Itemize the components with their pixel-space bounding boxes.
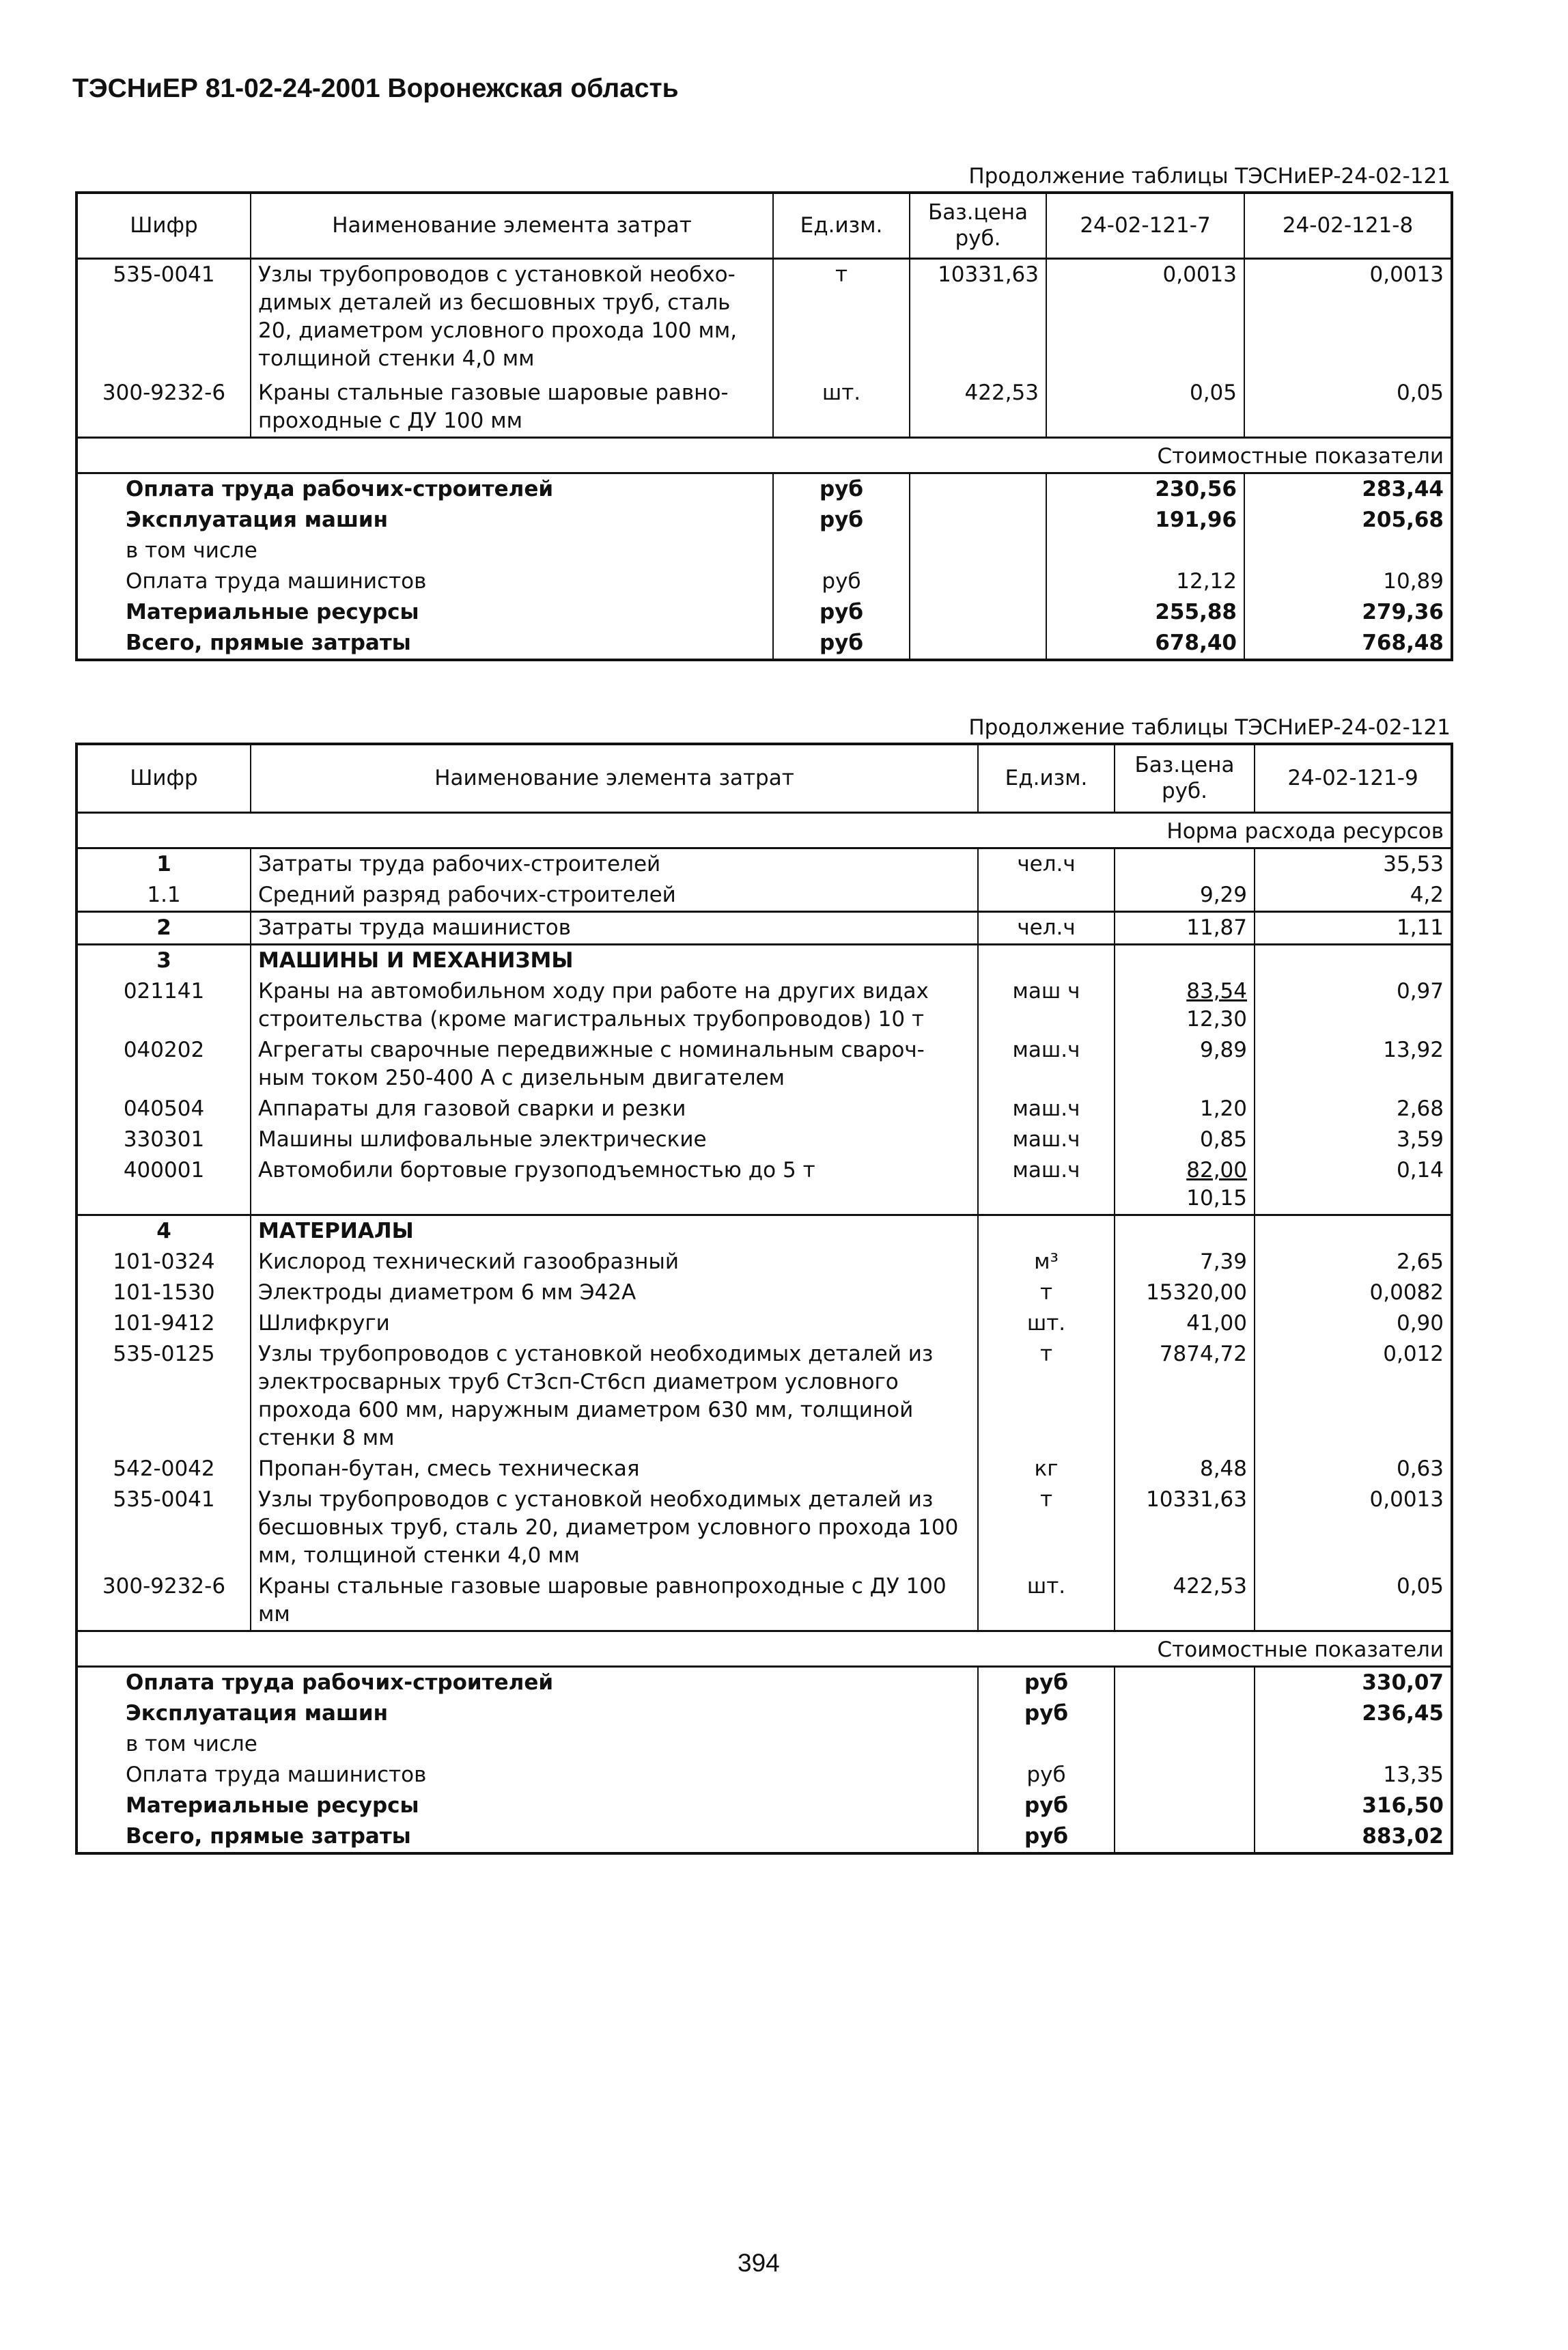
cell-unit: м³ xyxy=(978,1247,1115,1277)
summary-value: 279,36 xyxy=(1244,597,1452,628)
summary-value: 678,40 xyxy=(1046,628,1244,660)
cell-value: 13,92 xyxy=(1255,1035,1452,1094)
price-value: 11,87 xyxy=(1186,915,1247,940)
cell-code: 021141 xyxy=(123,978,205,1004)
cell-price: 422,53 xyxy=(910,378,1046,438)
cell-code: 542-0042 xyxy=(113,1456,215,1481)
table1-col-code: Шифр xyxy=(76,193,251,258)
summary-unit: руб xyxy=(978,1791,1115,1821)
table-row xyxy=(76,1094,1452,1124)
cell-unit: шт. xyxy=(773,378,910,438)
summary-value: 255,88 xyxy=(1046,597,1244,628)
price-value: 1,20 xyxy=(1199,1096,1247,1121)
summary-value: 10,89 xyxy=(1244,566,1452,597)
cell-code: 2 xyxy=(156,915,171,940)
cell-value: 0,0013 xyxy=(1046,258,1244,378)
cell-value: 0,012 xyxy=(1255,1339,1452,1454)
cell-name: Затраты труда машинистов xyxy=(251,911,978,944)
price-value: 83,54 xyxy=(1186,978,1247,1004)
cell-name: Краны стальные газовые шаровые равнопроходные с ДУ 100 мм xyxy=(251,1571,978,1631)
cell-value: 0,0013 xyxy=(1244,258,1452,378)
cell-code: 3 xyxy=(156,948,171,973)
summary-label: Всего, прямые затраты xyxy=(126,1823,411,1849)
cell-value xyxy=(1255,1215,1452,1247)
table1-col-v2: 24-02-121-8 xyxy=(1244,193,1452,258)
table-row xyxy=(76,880,1452,912)
cost-header-row xyxy=(76,438,1452,473)
summary-label: Эксплуатация машин xyxy=(126,508,389,532)
summary-unit: руб xyxy=(773,628,910,660)
summary-value: 230,56 xyxy=(1046,473,1244,506)
cell-value: 0,63 xyxy=(1255,1454,1452,1484)
summary-row xyxy=(76,1821,1452,1853)
cell-code: 4 xyxy=(156,1218,171,1243)
cell-code: 101-9412 xyxy=(113,1310,215,1336)
table1-col-unit: Ед.изм. xyxy=(773,193,910,258)
summary-value xyxy=(1255,1729,1452,1760)
document-title: ТЭСНиЕР 81-02-24-2001 Воронежская область xyxy=(72,74,679,103)
summary-row xyxy=(76,505,1452,536)
cell-price xyxy=(1115,976,1255,1035)
cell-price xyxy=(1115,1155,1255,1215)
summary-empty xyxy=(1115,1729,1255,1760)
cell-value: 1,11 xyxy=(1255,911,1452,944)
cell-code: 101-0324 xyxy=(113,1249,215,1274)
price-value: 9,89 xyxy=(1199,1037,1247,1062)
summary-value: 330,07 xyxy=(1255,1666,1452,1698)
table2-col-code: Шифр xyxy=(76,744,251,812)
cell-name: Пропан-бутан, смесь техническая xyxy=(251,1454,978,1484)
summary-unit xyxy=(773,536,910,566)
cell-unit: маш.ч xyxy=(978,1124,1115,1155)
summary-unit: руб xyxy=(773,473,910,506)
cell-name: Краны стальные газовые шаровые равно-проходные с ДУ 100 мм xyxy=(251,378,773,438)
summary-row xyxy=(76,1760,1452,1791)
table2-col-v: 24-02-121-9 xyxy=(1255,744,1452,812)
cell-name: МАТЕРИАЛЫ xyxy=(251,1215,978,1247)
cell-code: 330301 xyxy=(123,1126,205,1152)
summary-row xyxy=(76,1729,1452,1760)
summary-empty xyxy=(1115,1791,1255,1821)
cell-value: 0,90 xyxy=(1255,1308,1452,1339)
summary-empty xyxy=(910,566,1046,597)
summary-value xyxy=(1244,536,1452,566)
cell-unit: маш.ч xyxy=(978,1155,1115,1215)
table2-caption: Продолжение таблицы ТЭСНиЕР-24-02-121 xyxy=(968,715,1451,740)
summary-empty xyxy=(910,536,1046,566)
cell-name: Затраты труда рабочих-строителей xyxy=(251,848,978,880)
cell-name: Средний разряд рабочих-строителей xyxy=(251,880,978,912)
cell-unit: шт. xyxy=(978,1571,1115,1631)
cell-name: Агрегаты сварочные передвижные с номинальным свароч-ным током 250-400 А с дизельным двигателем xyxy=(251,1035,978,1094)
summary-value: 191,96 xyxy=(1046,505,1244,536)
cell-name: Шлифкруги xyxy=(251,1308,978,1339)
cell-unit: маш.ч xyxy=(978,1094,1115,1124)
cell-code: 535-0125 xyxy=(113,1341,215,1366)
cell-code: 1.1 xyxy=(147,882,181,907)
price-value: 0,85 xyxy=(1199,1126,1247,1152)
price-value: 9,29 xyxy=(1199,882,1247,907)
price-value: 41,00 xyxy=(1186,1310,1247,1336)
table-row xyxy=(76,1308,1452,1339)
table-row xyxy=(76,1571,1452,1631)
price-value: 15320,00 xyxy=(1146,1280,1247,1305)
cell-unit: чел.ч xyxy=(978,911,1115,944)
summary-row xyxy=(76,1698,1452,1729)
table-row xyxy=(76,944,1452,976)
cell-unit xyxy=(978,944,1115,976)
table1-col-v1: 24-02-121-7 xyxy=(1046,193,1244,258)
table-row xyxy=(76,1247,1452,1277)
table1-col-price: Баз.цена руб. xyxy=(910,193,1046,258)
table1-caption: Продолжение таблицы ТЭСНиЕР-24-02-121 xyxy=(968,164,1451,189)
cell-code: 300-9232-6 xyxy=(102,381,226,405)
cell-unit xyxy=(978,880,1115,912)
cell-value: 35,53 xyxy=(1255,848,1452,880)
cell-name: Узлы трубопроводов с установкой необходимых деталей из бесшовных труб, сталь 20, диаметром условного прохода 100 мм, толщиной стенки 4,0 мм xyxy=(251,1484,978,1571)
summary-label: в том числе xyxy=(126,538,257,563)
summary-unit: руб xyxy=(773,566,910,597)
summary-value: 283,44 xyxy=(1244,473,1452,506)
table1 xyxy=(75,191,1453,661)
table-row xyxy=(76,1339,1452,1454)
summary-value: 768,48 xyxy=(1244,628,1452,660)
cell-price xyxy=(1115,880,1255,912)
price-value: 7874,72 xyxy=(1159,1341,1247,1366)
cell-value: 0,05 xyxy=(1046,378,1244,438)
cell-price xyxy=(1115,1215,1255,1247)
summary-empty xyxy=(1115,1821,1255,1853)
cell-unit: т xyxy=(773,258,910,378)
cell-code: 040504 xyxy=(123,1096,205,1121)
summary-label: Оплата труда машинистов xyxy=(126,1762,427,1787)
table2 xyxy=(75,743,1453,1855)
table-row xyxy=(76,1155,1452,1215)
summary-empty xyxy=(910,505,1046,536)
summary-label: Оплата труда рабочих-строителей xyxy=(126,1670,554,1695)
table-row xyxy=(76,1454,1452,1484)
cell-code: 300-9232-6 xyxy=(102,1573,226,1599)
cell-name: Узлы трубопроводов с установкой необхо-димых деталей из бесшовных труб, сталь 20, диаметром условного прохода 100 мм, толщиной стенки 4,0 мм xyxy=(251,258,773,378)
cell-name: Кислород технический газообразный xyxy=(251,1247,978,1277)
cell-price xyxy=(1115,1339,1255,1454)
summary-unit: руб xyxy=(978,1821,1115,1853)
summary-label: Оплата труда рабочих-строителей xyxy=(126,477,554,501)
summary-empty xyxy=(1115,1666,1255,1698)
cell-price xyxy=(1115,1308,1255,1339)
summary-label: Материальные ресурсы xyxy=(126,1793,419,1818)
cell-code: 1 xyxy=(156,851,171,876)
cell-code: 535-0041 xyxy=(113,262,215,287)
norm-header: Норма расхода ресурсов xyxy=(76,812,1452,848)
cell-name: Аппараты для газовой сварки и резки xyxy=(251,1094,978,1124)
cell-value: 0,05 xyxy=(1255,1571,1452,1631)
summary-empty xyxy=(910,473,1046,506)
summary-unit xyxy=(978,1729,1115,1760)
cell-name: МАШИНЫ И МЕХАНИЗМЫ xyxy=(251,944,978,976)
table-row xyxy=(76,378,1452,438)
cell-value: 4,2 xyxy=(1255,880,1452,912)
table-row xyxy=(76,258,1452,378)
cell-value: 3,59 xyxy=(1255,1124,1452,1155)
cell-price xyxy=(1115,944,1255,976)
cell-unit: т xyxy=(978,1277,1115,1308)
summary-row xyxy=(76,566,1452,597)
table-row xyxy=(76,1277,1452,1308)
price-value: 422,53 xyxy=(1173,1573,1247,1599)
cell-price xyxy=(1115,1247,1255,1277)
summary-unit: руб xyxy=(773,505,910,536)
table2-col-name: Наименование элемента затрат xyxy=(251,744,978,812)
table-row xyxy=(76,976,1452,1035)
summary-value: 883,02 xyxy=(1255,1821,1452,1853)
cell-price: 10331,63 xyxy=(910,258,1046,378)
cell-price xyxy=(1115,1277,1255,1308)
summary-unit: руб xyxy=(978,1760,1115,1791)
summary-unit: руб xyxy=(978,1666,1115,1698)
cell-price xyxy=(1115,1124,1255,1155)
cell-value: 0,14 xyxy=(1255,1155,1452,1215)
price-value: 7,39 xyxy=(1199,1249,1247,1274)
table-row xyxy=(76,1215,1452,1247)
summary-value: 316,50 xyxy=(1255,1791,1452,1821)
page-number: 394 xyxy=(738,2249,780,2277)
price-value-secondary: 10,15 xyxy=(1186,1185,1247,1211)
cell-value xyxy=(1255,944,1452,976)
cell-unit: т xyxy=(978,1339,1115,1454)
summary-label: Всего, прямые затраты xyxy=(126,631,411,655)
table-row xyxy=(76,848,1452,880)
cost-header: Стоимостные показатели xyxy=(76,1631,1452,1666)
cell-value: 2,65 xyxy=(1255,1247,1452,1277)
summary-row xyxy=(76,628,1452,660)
summary-unit: руб xyxy=(773,597,910,628)
cell-price xyxy=(1115,1035,1255,1094)
cell-value: 0,97 xyxy=(1255,976,1452,1035)
cell-price xyxy=(1115,1094,1255,1124)
cell-unit: чел.ч xyxy=(978,848,1115,880)
cell-unit: т xyxy=(978,1484,1115,1571)
cell-code: 101-1530 xyxy=(113,1280,215,1305)
table2-col-price: Баз.цена руб. xyxy=(1115,744,1255,812)
cost-header-row xyxy=(76,1631,1452,1666)
norm-header-row xyxy=(76,812,1452,848)
cell-price xyxy=(1115,1454,1255,1484)
summary-value: 236,45 xyxy=(1255,1698,1452,1729)
cell-unit: маш.ч xyxy=(978,1035,1115,1094)
table-row xyxy=(76,1035,1452,1094)
summary-empty xyxy=(910,628,1046,660)
cell-value: 0,0082 xyxy=(1255,1277,1452,1308)
summary-unit: руб xyxy=(978,1698,1115,1729)
cell-name: Автомобили бортовые грузоподъемностью до 5 т xyxy=(251,1155,978,1215)
price-value: 10331,63 xyxy=(1146,1487,1247,1512)
table-row xyxy=(76,911,1452,944)
price-value: 82,00 xyxy=(1186,1157,1247,1183)
summary-empty xyxy=(910,597,1046,628)
summary-empty xyxy=(1115,1698,1255,1729)
summary-value: 13,35 xyxy=(1255,1760,1452,1791)
cell-unit: кг xyxy=(978,1454,1115,1484)
cost-header: Стоимостные показатели xyxy=(76,438,1452,473)
cell-name: Электроды диаметром 6 мм Э42А xyxy=(251,1277,978,1308)
cell-price xyxy=(1115,848,1255,880)
summary-label: Материальные ресурсы xyxy=(126,600,419,624)
cell-price xyxy=(1115,1571,1255,1631)
summary-value: 12,12 xyxy=(1046,566,1244,597)
summary-row xyxy=(76,536,1452,566)
summary-row xyxy=(76,473,1452,506)
summary-row xyxy=(76,1791,1452,1821)
cell-unit: маш ч xyxy=(978,976,1115,1035)
summary-value: 205,68 xyxy=(1244,505,1452,536)
cell-code: 535-0041 xyxy=(113,1487,215,1512)
cell-unit: шт. xyxy=(978,1308,1115,1339)
summary-row xyxy=(76,597,1452,628)
cell-code: 040202 xyxy=(123,1037,205,1062)
table-row xyxy=(76,1124,1452,1155)
cell-price xyxy=(1115,1484,1255,1571)
table-row xyxy=(76,1484,1452,1571)
summary-empty xyxy=(1115,1760,1255,1791)
table1-col-name: Наименование элемента затрат xyxy=(251,193,773,258)
cell-unit xyxy=(978,1215,1115,1247)
cell-value: 2,68 xyxy=(1255,1094,1452,1124)
table2-col-unit: Ед.изм. xyxy=(978,744,1115,812)
cell-code: 400001 xyxy=(123,1157,205,1183)
cell-name: Машины шлифовальные электрические xyxy=(251,1124,978,1155)
cell-name: Узлы трубопроводов с установкой необходимых деталей из электросварных труб Ст3сп-Ст6сп диаметром условного прохода 600 мм, наружным диаметром 630 мм, толщиной стенки 8 мм xyxy=(251,1339,978,1454)
cell-price xyxy=(1115,911,1255,944)
summary-label: в том числе xyxy=(126,1731,257,1756)
price-value: 8,48 xyxy=(1199,1456,1247,1481)
summary-value xyxy=(1046,536,1244,566)
summary-label: Эксплуатация машин xyxy=(126,1700,389,1726)
cell-name: Краны на автомобильном ходу при работе на других видах строительства (кроме магистральных трубопроводов) 10 т xyxy=(251,976,978,1035)
cell-value: 0,05 xyxy=(1244,378,1452,438)
summary-label: Оплата труда машинистов xyxy=(126,569,427,594)
summary-row xyxy=(76,1666,1452,1698)
cell-value: 0,0013 xyxy=(1255,1484,1452,1571)
price-value-secondary: 12,30 xyxy=(1186,1006,1247,1032)
